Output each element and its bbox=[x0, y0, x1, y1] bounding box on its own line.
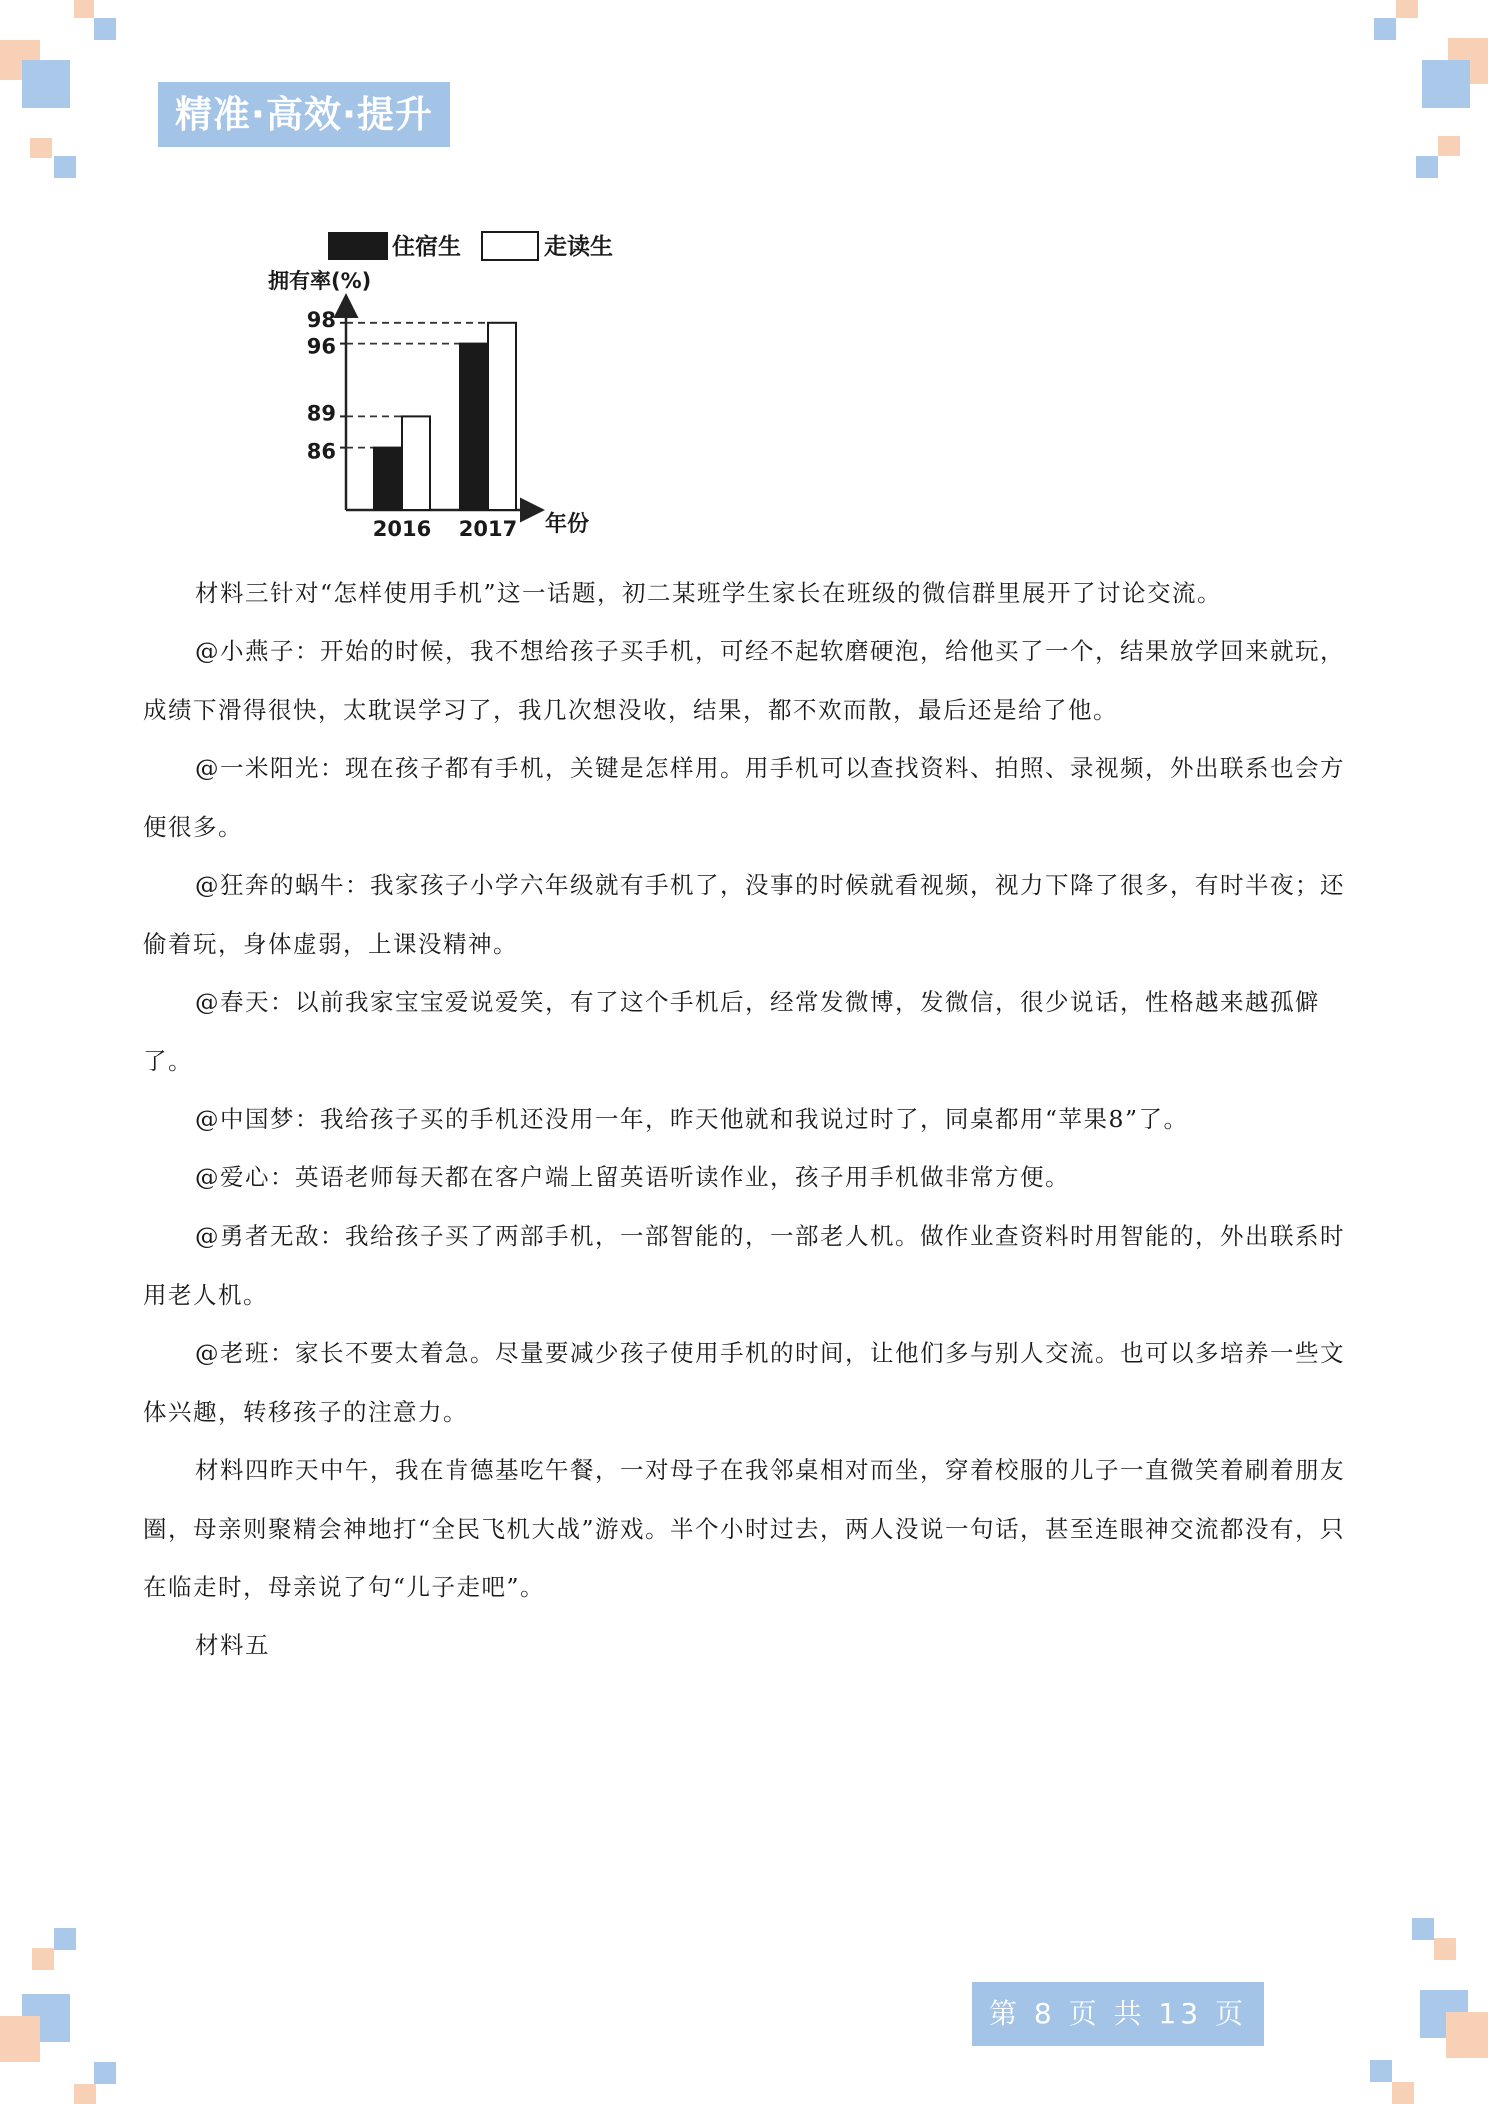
corner-decoration bbox=[1396, 0, 1418, 18]
corner-decoration bbox=[1412, 1918, 1434, 1940]
corner-decoration bbox=[1438, 136, 1460, 156]
corner-decoration bbox=[54, 1928, 76, 1950]
paragraph-xiaoyanzi: @小燕子：开始的时候，我不想给孩子买手机，可经不起软磨硬泡，给他买了一个，结果放学回来就玩，成绩下滑得很快，太耽误学习了，我几次想没收，结果，都不欢而散，最后还是给了他。 bbox=[143, 637, 1345, 724]
corner-decoration bbox=[1374, 18, 1396, 40]
legend-swatch-day bbox=[482, 232, 538, 260]
bar-chart bbox=[260, 218, 640, 548]
paragraph-zhongguomeng: @中国梦：我给孩子买的手机还没用一年，昨天他就和我说过时了，同桌都用“苹果8”了。 bbox=[195, 1105, 1189, 1133]
bar-day-2016 bbox=[402, 416, 430, 510]
bar-boarding-2016 bbox=[374, 448, 402, 510]
corner-decoration bbox=[0, 2016, 40, 2062]
corner-decoration bbox=[1370, 2060, 1392, 2082]
x-tick-label: 2016 bbox=[372, 517, 432, 541]
corner-decoration bbox=[94, 2062, 116, 2084]
y-tick-label: 98 bbox=[306, 307, 336, 332]
corner-decoration bbox=[1422, 60, 1470, 108]
corner-decoration bbox=[74, 2084, 96, 2104]
paragraph-laoban: @老班：家长不要太着急。尽量要减少孩子使用手机的时间，让他们多与别人交流。也可以多培养一些文体兴趣，转移孩子的注意力。 bbox=[143, 1339, 1345, 1426]
bar-boarding-2017 bbox=[460, 344, 488, 510]
y-tick-label: 89 bbox=[306, 401, 336, 426]
corner-decoration bbox=[54, 156, 76, 178]
corner-decoration bbox=[74, 0, 94, 18]
x-tick-label: 2017 bbox=[458, 517, 518, 541]
paragraph-material-five: 材料五 bbox=[195, 1631, 270, 1659]
paragraph-yimiyangguang: @一米阳光：现在孩子都有手机，关键是怎样用。用手机可以查找资料、拍照、录视频，外出联系也会方便很多。 bbox=[143, 754, 1345, 841]
legend-swatch-boarding bbox=[328, 232, 388, 260]
header-banner: 精准·高效·提升 bbox=[158, 82, 450, 147]
paragraph-kuangbenwoniu: @狂奔的蜗牛：我家孩子小学六年级就有手机了，没事的时候就看视频，视力下降了很多，有时半夜；还偷着玩，身体虚弱，上课没精神。 bbox=[143, 871, 1345, 958]
corner-decoration bbox=[1416, 156, 1438, 178]
legend-label-boarding: 住宿生 bbox=[392, 234, 461, 260]
page-number-label: 第 8 页 共 13 页 bbox=[972, 1982, 1264, 2046]
corner-decoration bbox=[1392, 2082, 1414, 2104]
paragraph-yongzhewudi: @勇者无敌：我给孩子买了两部手机，一部智能的，一部老人机。做作业查资料时用智能的，外出联系时用老人机。 bbox=[143, 1222, 1345, 1309]
corner-decoration bbox=[1434, 1938, 1456, 1960]
paragraph-aixin: @爱心：英语老师每天都在客户端上留英语听读作业，孩子用手机做非常方便。 bbox=[195, 1163, 1070, 1191]
paragraph-chuntian: @春天：以前我家宝宝爱说爱笑，有了这个手机后，经常发微博，发微信，很少说话，性格越来越孤僻了。 bbox=[143, 988, 1320, 1075]
y-tick-label: 86 bbox=[306, 439, 336, 464]
x-axis-label: 年份 bbox=[545, 512, 590, 537]
paragraph-material-three: 材料三针对“怎样使用手机”这一话题，初二某班学生家长在班级的微信群里展开了讨论交流。 bbox=[195, 579, 1223, 607]
bar-day-2017 bbox=[488, 323, 516, 510]
legend-label-day: 走读生 bbox=[544, 234, 613, 260]
corner-decoration bbox=[32, 1948, 54, 1970]
y-tick-label: 96 bbox=[306, 334, 336, 359]
corner-decoration bbox=[94, 18, 116, 40]
paragraph-material-four: 材料四昨天中午，我在肯德基吃午餐，一对母子在我邻桌相对而坐，穿着校服的儿子一直微笑着刷着朋友圈，母亲则聚精会神地打“全民飞机大战”游戏。半个小时过去，两人没说一句话，甚至连眼神交流都没有，只在临走时，母亲说了句“儿子走吧”。 bbox=[143, 1456, 1346, 1601]
corner-decoration bbox=[22, 60, 70, 108]
y-axis-label: 拥有率(%) bbox=[268, 269, 372, 293]
corner-decoration bbox=[1446, 2012, 1488, 2058]
corner-decoration bbox=[30, 138, 52, 158]
